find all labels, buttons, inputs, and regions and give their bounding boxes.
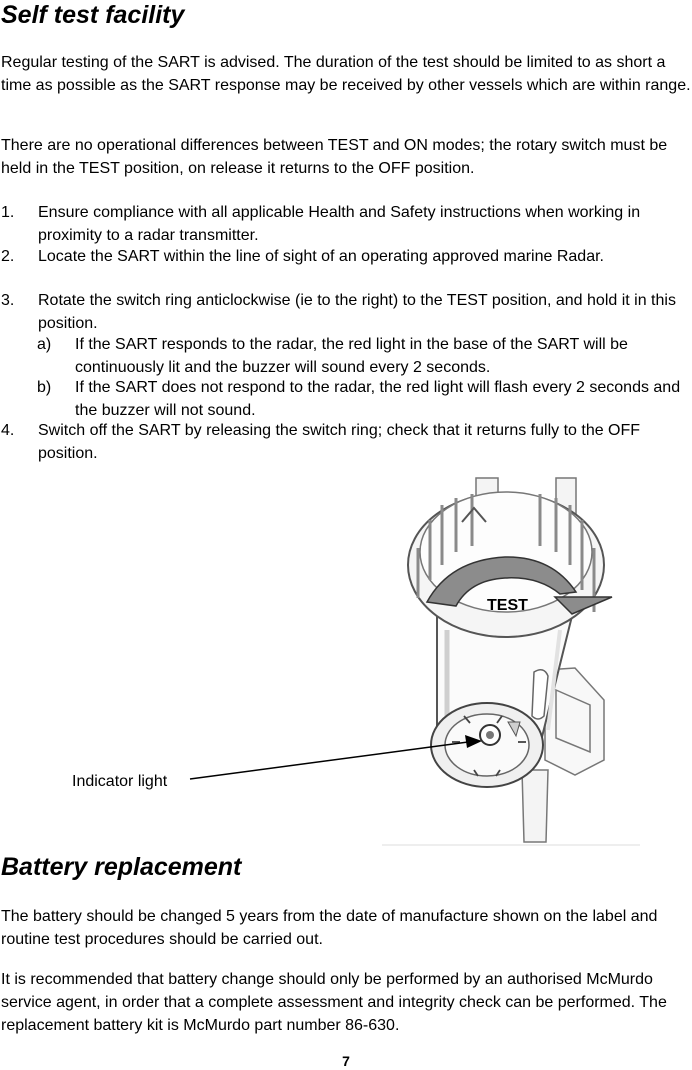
section-title-self-test: Self test facility bbox=[1, 1, 185, 29]
step-text: Ensure compliance with all applicable Health and Safety instructions when working in proximity to a radar transmitter. bbox=[38, 204, 641, 244]
substep-text: If the SART does not respond to the radar, the red light will flash every 2 seconds and the buzzer will not sound. bbox=[75, 379, 681, 419]
substep-text: If the SART responds to the radar, the red light in the base of the SART will be continuously lit and the buzzer will sound every 2 seconds. bbox=[75, 336, 628, 376]
substep-letter: b) bbox=[37, 379, 52, 396]
self-test-intro-paragraph: Regular testing of the SART is advised. The duration of the test should be limited to as short a time as possible as the SART response may be received by other vessels which are within range. bbox=[1, 54, 691, 94]
step-text: Locate the SART within the line of sight of an operating approved marine Radar. bbox=[38, 248, 604, 265]
step-2 bbox=[1, 245, 681, 268]
page-number: 7 bbox=[342, 1053, 350, 1069]
service-agent-paragraph: It is recommended that battery change should only be performed by an authorised McMurdo service agent, in order that a complete assessment and integrity check can be performed. The replacement battery kit is McMurdo part number 86-630. bbox=[1, 971, 667, 1034]
step-number: 2. bbox=[1, 248, 15, 265]
step-1 bbox=[1, 201, 681, 247]
step-number: 4. bbox=[1, 422, 15, 439]
substep-letter: a) bbox=[37, 336, 52, 353]
step-number: 3. bbox=[1, 292, 15, 309]
battery-change-paragraph: The battery should be changed 5 years from the date of manufacture shown on the label and routine test procedures should be carried out. bbox=[1, 908, 658, 948]
sart-illustration bbox=[0, 470, 692, 850]
step-3a bbox=[37, 333, 681, 379]
section-title-battery: Battery replacement bbox=[1, 853, 242, 881]
step-text: Switch off the SART by releasing the switch ring; check that it returns fully to the OFF position. bbox=[38, 422, 641, 462]
step-3 bbox=[1, 289, 681, 335]
test-position-label: TEST bbox=[487, 597, 528, 614]
step-3b bbox=[37, 376, 681, 422]
indicator-light-label: Indicator light bbox=[72, 773, 168, 790]
step-text: Rotate the switch ring anticlockwise (ie to the right) to the TEST position, and hold it in this position. bbox=[38, 292, 676, 332]
step-number: 1. bbox=[1, 204, 15, 221]
step-4 bbox=[1, 419, 681, 465]
test-mode-paragraph: There are no operational differences between TEST and ON modes; the rotary switch must be held in the TEST position, on release it returns to the OFF position. bbox=[1, 137, 668, 177]
